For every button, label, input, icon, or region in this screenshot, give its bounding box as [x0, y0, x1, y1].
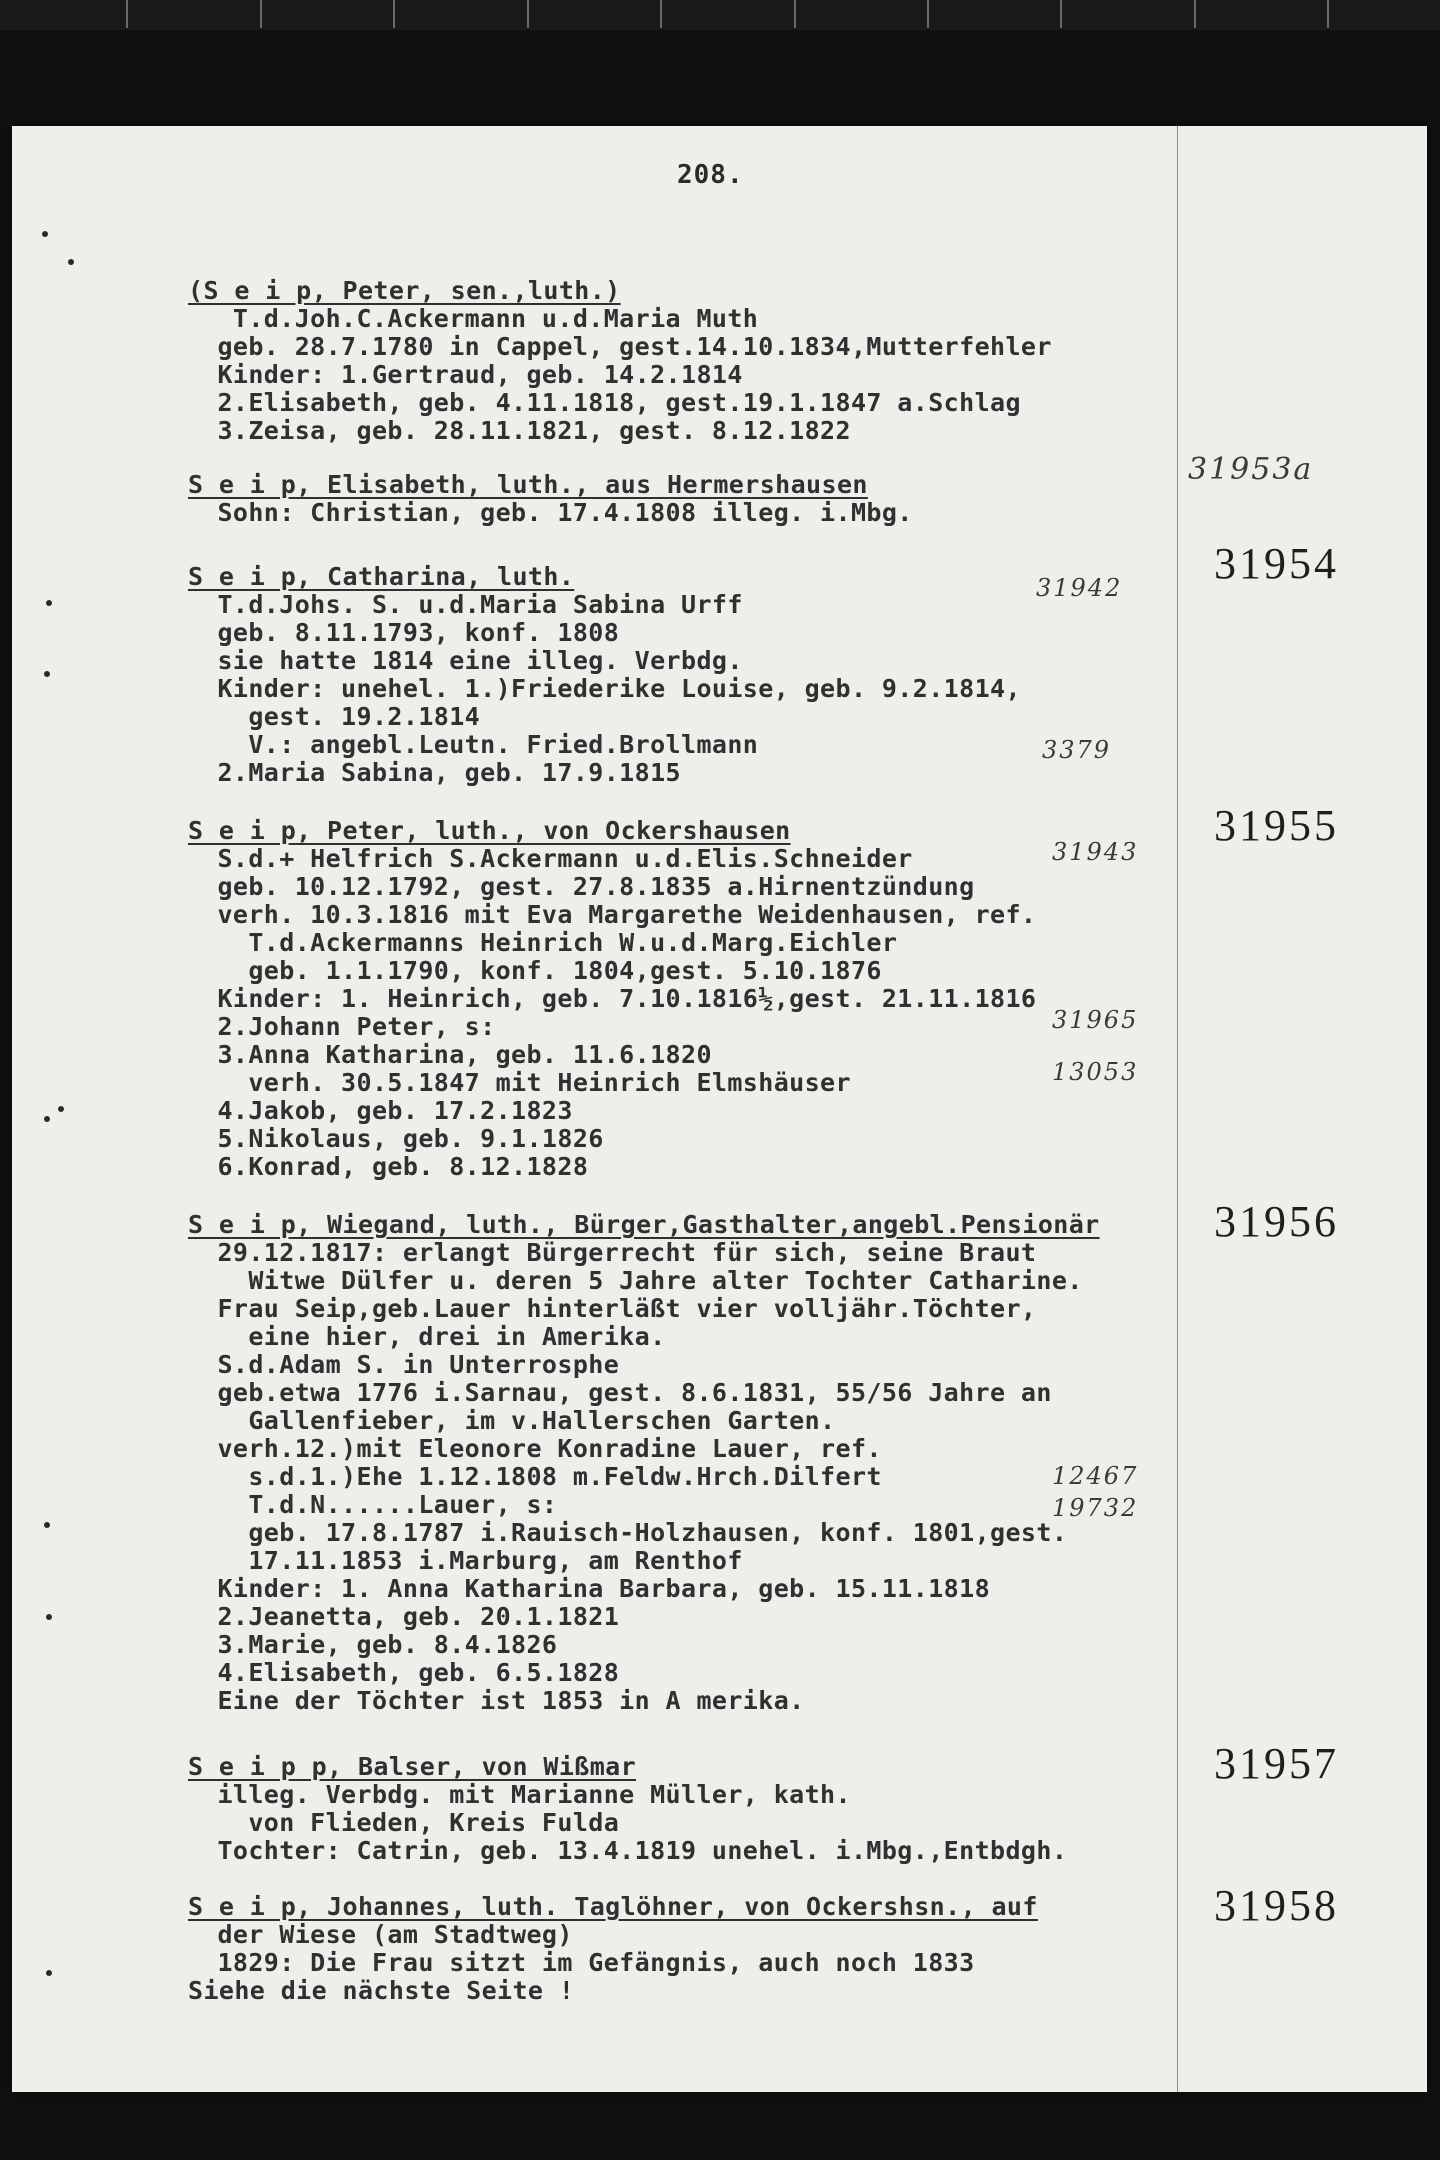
entry-line: geb.etwa 1776 i.Sarnau, gest. 8.6.1831, 55/56 Jahre an — [202, 1378, 1052, 1407]
entry-line: Kinder: unehel. 1.)Friederike Louise, geb. 9.2.1814, — [202, 674, 1021, 703]
entry-line: Kinder: 1.Gertraud, geb. 14.2.1814 — [202, 360, 743, 389]
entry-line: Eine der Töchter ist 1853 in A merika. — [202, 1686, 805, 1715]
entry-line: geb. 17.8.1787 i.Rauisch-Holzhausen, konf. 1801,gest. — [202, 1518, 1068, 1547]
handwritten-note: 13053 — [1052, 1058, 1139, 1086]
entry-line: Frau Seip,geb.Lauer hinterläßt vier volljähr.Töchter, — [202, 1294, 1037, 1323]
film-tick — [927, 0, 929, 28]
entry-line: der Wiese (am Stadtweg) — [202, 1920, 573, 1949]
entry-line: Tochter: Catrin, geb. 13.4.1819 unehel. i.Mbg.,Entbdgh. — [202, 1836, 1068, 1865]
record-number: 31954 — [1214, 539, 1339, 588]
punch-mark — [44, 1522, 50, 1528]
entry-line: Siehe die nächste Seite ! — [188, 1976, 575, 2005]
punch-mark — [46, 1970, 52, 1976]
entry-line: geb. 1.1.1790, konf. 1804,gest. 5.10.1876 — [202, 956, 882, 985]
film-tick — [794, 0, 796, 28]
page-number: 208. — [677, 160, 744, 190]
entry-line: verh.12.)mit Eleonore Konradine Lauer, ref. — [202, 1434, 882, 1463]
entry-line: geb. 28.7.1780 in Cappel, gest.14.10.1834,Mutterfehler — [202, 332, 1052, 361]
entry-heading: S e i p, Elisabeth, luth., aus Hermershausen — [188, 470, 868, 499]
entry-heading: S e i p, Wiegand, luth., Bürger,Gasthalter,angebl.Pensionär — [188, 1210, 1100, 1239]
entry-line: 2.Jeanetta, geb. 20.1.1821 — [202, 1602, 620, 1631]
entry-line: 4.Elisabeth, geb. 6.5.1828 — [202, 1658, 620, 1687]
entry-line: S.d.Adam S. in Unterrosphe — [202, 1350, 620, 1379]
handwritten-note: 19732 — [1052, 1494, 1139, 1522]
entry-line: verh. 30.5.1847 mit Heinrich Elmshäuser — [202, 1068, 851, 1097]
entry-line: 4.Jakob, geb. 17.2.1823 — [202, 1096, 573, 1125]
entry-line: Gallenfieber, im v.Hallerschen Garten. — [202, 1406, 836, 1435]
record-number: 31955 — [1214, 801, 1339, 850]
punch-mark — [68, 259, 74, 265]
entry-line: 6.Konrad, geb. 8.12.1828 — [202, 1152, 589, 1181]
film-tick — [260, 0, 262, 28]
entry-line: 3.Zeisa, geb. 28.11.1821, gest. 8.12.1822 — [202, 416, 851, 445]
entry-line: Kinder: 1. Anna Katharina Barbara, geb. 15.11.1818 — [202, 1574, 991, 1603]
punch-mark — [42, 231, 48, 237]
entry-line: T.d.Ackermanns Heinrich W.u.d.Marg.Eichler — [202, 928, 898, 957]
entry-heading: S e i p, Johannes, luth. Taglöhner, von Ockershsn., auf — [188, 1892, 1038, 1921]
entry-line: von Flieden, Kreis Fulda — [202, 1808, 620, 1837]
entry-heading: S e i p, Catharina, luth. — [188, 562, 575, 591]
punch-mark — [44, 671, 50, 677]
record-number: 31958 — [1214, 1881, 1339, 1930]
entry-line: s.d.1.)Ehe 1.12.1808 m.Feldw.Hrch.Dilfert — [202, 1462, 882, 1491]
film-tick — [126, 0, 128, 28]
entry-line: T.d.Joh.C.Ackermann u.d.Maria Muth — [202, 304, 759, 333]
entry-line: Kinder: 1. Heinrich, geb. 7.10.1816½,gest. 21.11.1816 — [202, 984, 1037, 1013]
film-tick — [393, 0, 395, 28]
punch-mark — [46, 600, 52, 606]
punch-mark — [58, 1106, 64, 1112]
handwritten-note: 3379 — [1042, 736, 1112, 764]
entry-line: 1829: Die Frau sitzt im Gefängnis, auch noch 1833 — [202, 1948, 975, 1977]
record-number: 31956 — [1214, 1197, 1339, 1246]
film-tick — [1194, 0, 1196, 28]
entry-line: 3.Marie, geb. 8.4.1826 — [202, 1630, 558, 1659]
margin-rule — [1177, 126, 1178, 2092]
film-tick — [1327, 0, 1329, 28]
film-tick — [660, 0, 662, 28]
handwritten-note: 12467 — [1052, 1462, 1139, 1490]
handwritten-record-number: 31953a — [1188, 452, 1314, 487]
punch-mark — [44, 1116, 50, 1122]
entry-line: 17.11.1853 i.Marburg, am Renthof — [202, 1546, 743, 1575]
entry-line: Sohn: Christian, geb. 17.4.1808 illeg. i.Mbg. — [202, 498, 913, 527]
entry-line: gest. 19.2.1814 — [202, 702, 481, 731]
entry-line: 2.Johann Peter, s: — [202, 1012, 496, 1041]
entry-line: T.d.Johs. S. u.d.Maria Sabina Urff — [202, 590, 743, 619]
record-page — [12, 126, 1427, 2092]
scanner-top-strip — [0, 0, 1440, 30]
film-tick — [1060, 0, 1062, 28]
film-tick — [527, 0, 529, 28]
entry-line: eine hier, drei in Amerika. — [202, 1322, 666, 1351]
entry-line: 2.Elisabeth, geb. 4.11.1818, gest.19.1.1847 a.Schlag — [202, 388, 1021, 417]
entry-line: Witwe Dülfer u. deren 5 Jahre alter Tochter Catharine. — [202, 1266, 1083, 1295]
entry-heading: S e i p p, Balser, von Wißmar — [188, 1752, 637, 1781]
entry-heading: S e i p, Peter, luth., von Ockershausen — [188, 816, 791, 845]
entry-line: verh. 10.3.1816 mit Eva Margarethe Weidenhausen, ref. — [202, 900, 1037, 929]
handwritten-note: 31942 — [1036, 574, 1123, 602]
entry-line: S.d.+ Helfrich S.Ackermann u.d.Elis.Schneider — [202, 844, 913, 873]
entry-line: geb. 8.11.1793, konf. 1808 — [202, 618, 620, 647]
entry-heading: (S e i p, Peter, sen.,luth.) — [188, 276, 621, 305]
handwritten-note: 31943 — [1052, 838, 1139, 866]
punch-mark — [46, 1614, 52, 1620]
entry-line: T.d.N......Lauer, s: — [202, 1490, 558, 1519]
entry-line: geb. 10.12.1792, gest. 27.8.1835 a.Hirnentzündung — [202, 872, 975, 901]
entry-line: V.: angebl.Leutn. Fried.Brollmann — [202, 730, 759, 759]
entry-line: 2.Maria Sabina, geb. 17.9.1815 — [202, 758, 681, 787]
handwritten-note: 31965 — [1052, 1006, 1139, 1034]
entry-line: 5.Nikolaus, geb. 9.1.1826 — [202, 1124, 604, 1153]
entry-line: 3.Anna Katharina, geb. 11.6.1820 — [202, 1040, 712, 1069]
record-number: 31957 — [1214, 1739, 1339, 1788]
entry-line: illeg. Verbdg. mit Marianne Müller, kath. — [202, 1780, 851, 1809]
entry-line: 29.12.1817: erlangt Bürgerrecht für sich, seine Braut — [202, 1238, 1037, 1267]
entry-line: sie hatte 1814 eine illeg. Verbdg. — [202, 646, 743, 675]
